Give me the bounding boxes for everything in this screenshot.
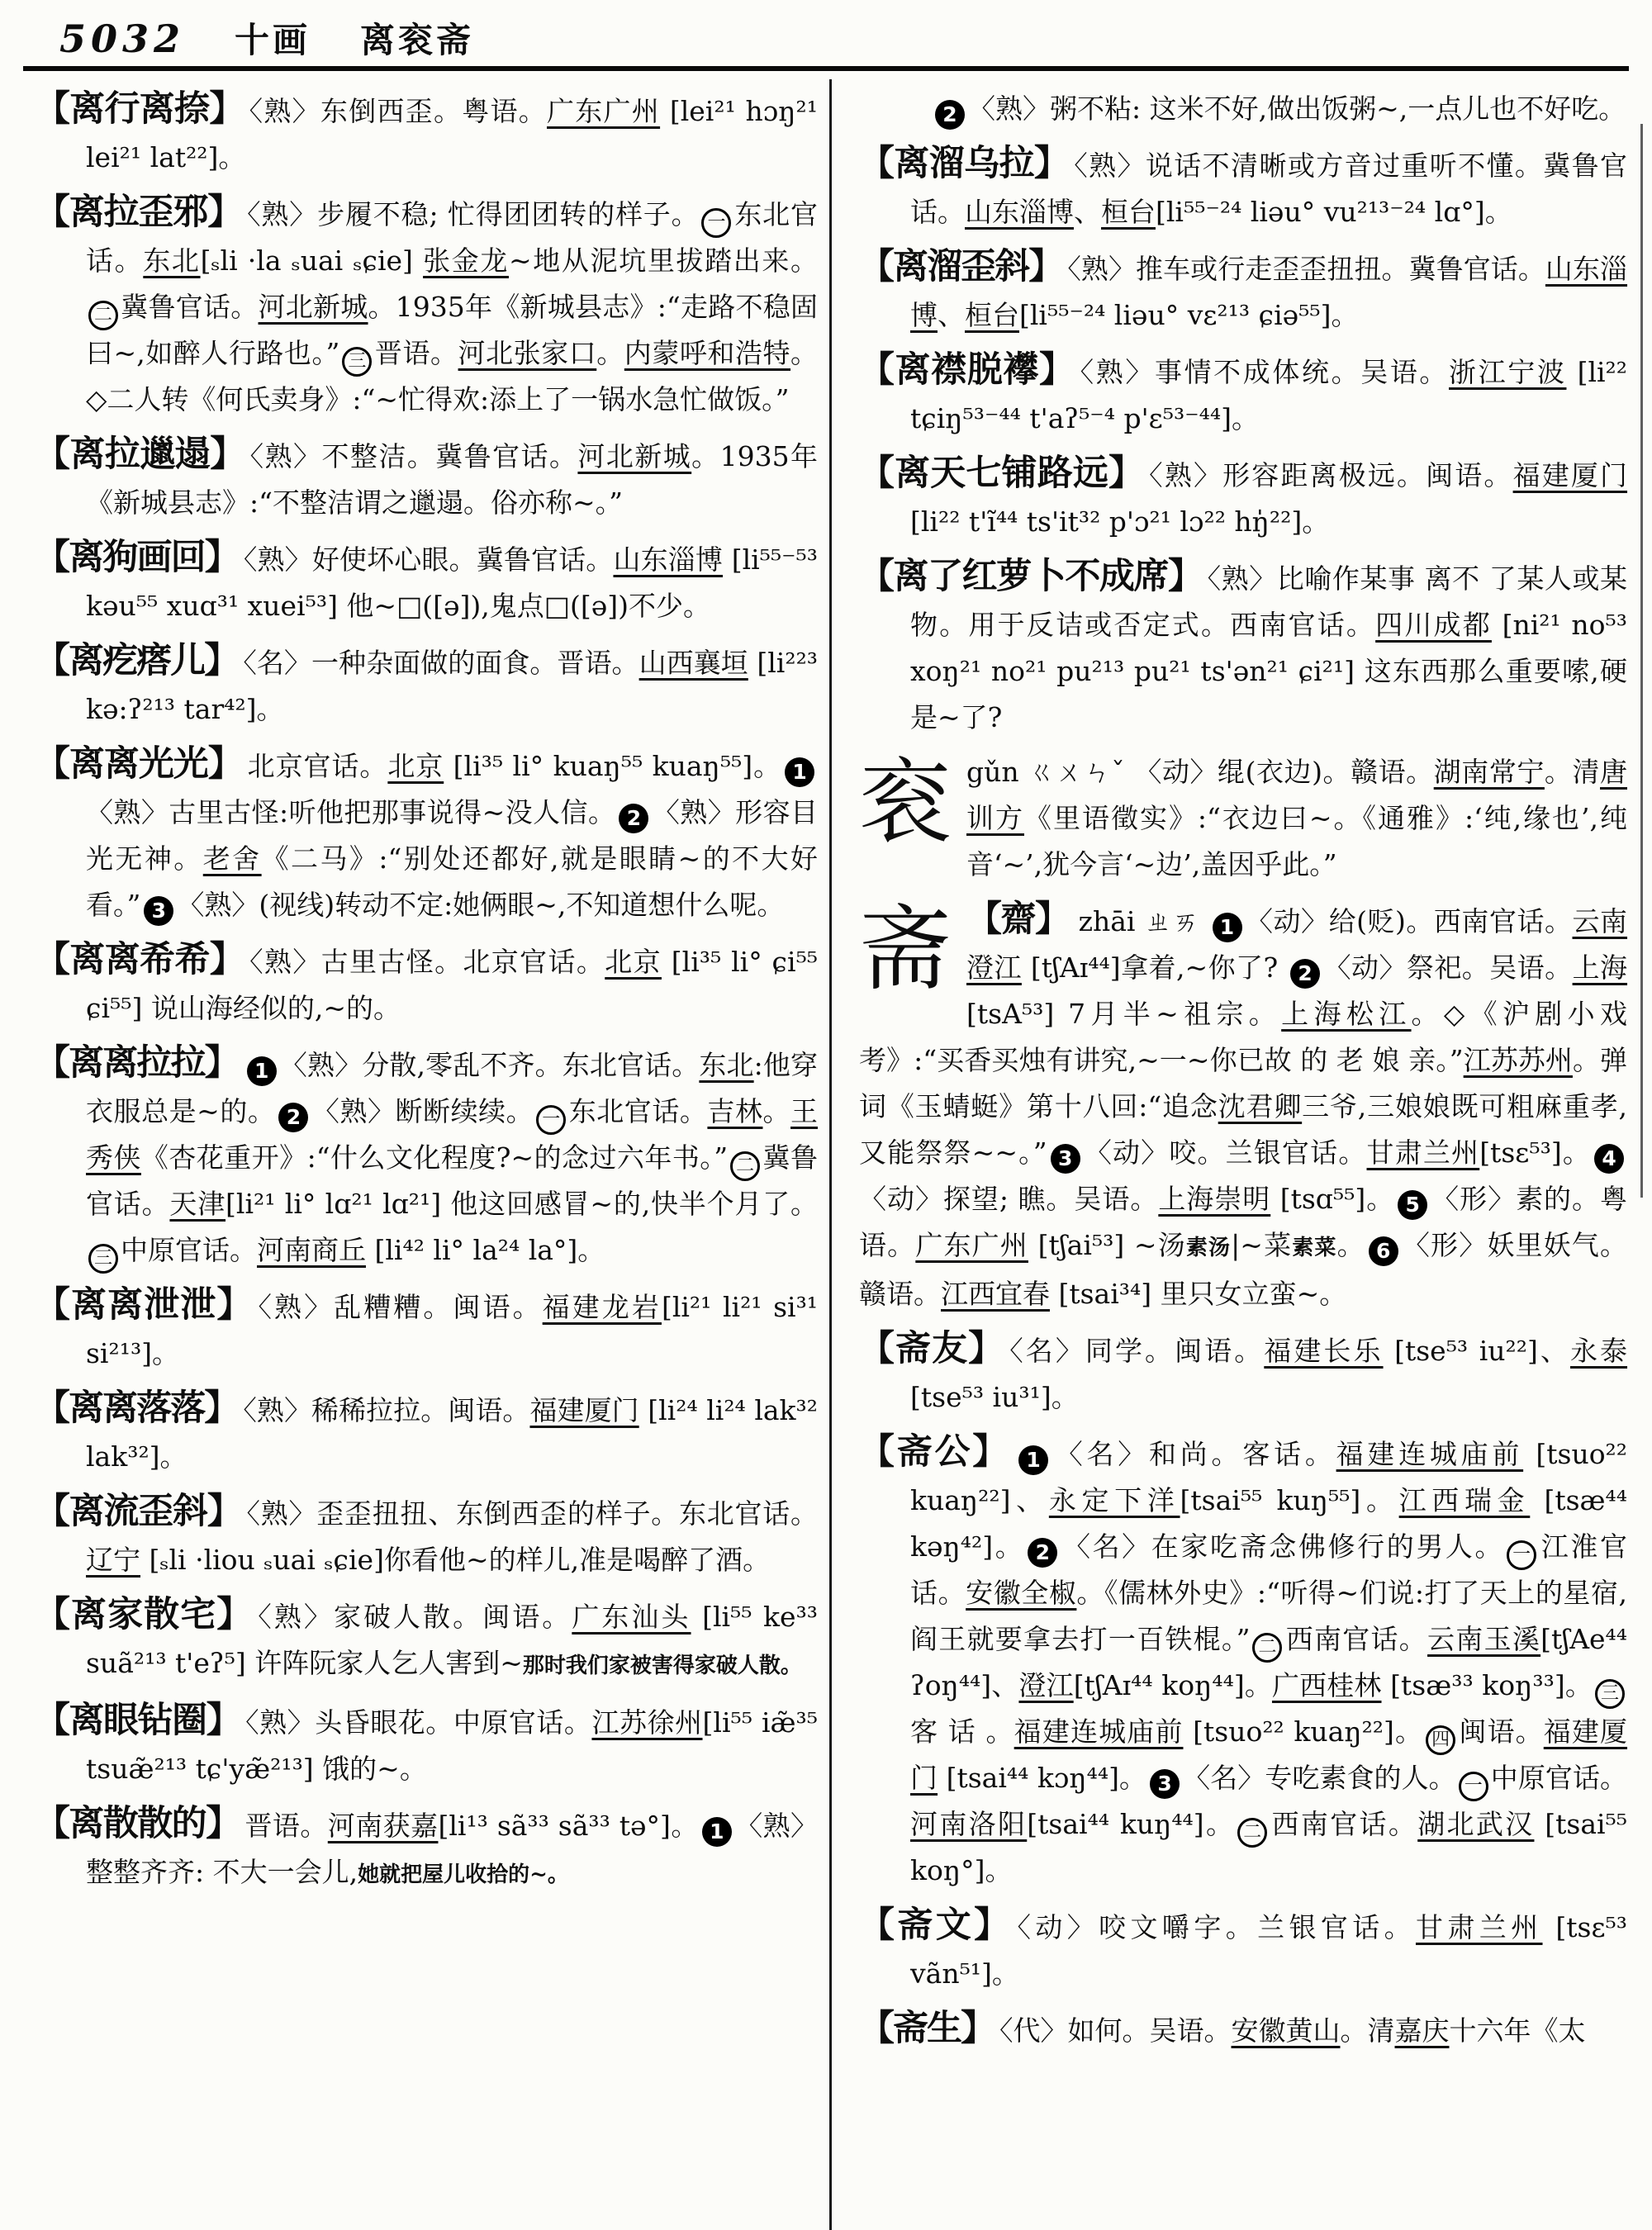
dict-entry (859, 2005, 1627, 2054)
dict-entry (859, 140, 1627, 235)
entry-body: 〈动〉咬文嚼字。兰银官话。甘肃兰州 [tsɛ⁵³ vãn⁵¹]。 (910, 1911, 1628, 1990)
page-header (59, 13, 474, 63)
dict-entry (859, 244, 1627, 339)
dict-entry-head-character (859, 749, 1627, 888)
entry-body: gǔn ㄍㄨㄣˇ 〈动〉绲(衣边)。赣语。湖南常宁。清唐训方《里语徵实》:“衣边曰~。《通雅》:‘纯,缘也’,纯音‘~’,犹今言‘~边’,盖因乎此。” (966, 756, 1628, 880)
entry-headword: 【离疙瘩儿】 (35, 640, 239, 681)
entry-body: 〈代〉如何。吴语。安徽黄山。清嘉庆十六年《太 (999, 2014, 1586, 2047)
entry-body: 〈熟〉形容距离极远。闽语。福建厦门 [li²² t'ĩ⁴⁴ ts'it³² p'ɔ²¹ lɔ²² hŋ̍²²]。 (910, 459, 1628, 538)
entry-headword: 【离流歪斜】 (35, 1491, 242, 1532)
dict-entry-head-character (859, 896, 1627, 1317)
dict-entry (859, 1429, 1627, 1894)
entry-headword: 【离襟脱襻】 (859, 349, 1075, 391)
dict-entry-continuation (859, 86, 1627, 132)
dict-entry (35, 1697, 818, 1792)
entry-body: 〈熟〉古里古怪。北京官话。北京 [li³⁵ li° ɕi⁵⁵ ɕi⁵⁵] 说山海经似的,~的。 (86, 946, 819, 1024)
column-divider (829, 79, 832, 2230)
entry-headword: 【离溜乌拉】 (859, 143, 1070, 184)
page-edge-line (1640, 124, 1643, 1198)
dict-entry (859, 347, 1627, 442)
entry-body: 〈名〉一种杂面做的面食。晋语。山西襄垣 [li²²³ kə:ʔ²¹³ tar⁴²]。 (86, 647, 819, 725)
dict-entry (35, 1801, 818, 1898)
entry-headword: 【离拉邋遢】 (35, 434, 245, 475)
dict-entry (35, 534, 818, 629)
entry-headword: 【离离光光】 (35, 743, 243, 785)
dict-entry (35, 638, 818, 733)
entry-headword: 【离天七铺路远】 (859, 453, 1145, 494)
entry-headword: 【斋公】 (859, 1431, 1011, 1473)
entry-headword: 【斋文】 (859, 1905, 1013, 1946)
entry-body: 〈熟〉家破人散。闽语。广东汕头 [li⁵⁵ ke³³ suã²¹³ t'eʔ⁵] 许阵阮家人乞人害到~那时我们家被害得家破人散。 (86, 1601, 819, 1679)
left-column (35, 86, 818, 1906)
entry-headword: 【离了红萝卜不成席】 (859, 556, 1203, 597)
entry-body: 北京官话。北京 [li³⁵ li° kuaŋ⁵⁵ kuaŋ⁵⁵]。 1〈熟〉古里古怪:听他把那事说得~没人信。 2 〈熟〉形容目光无神。老舍《二马》:“别处还都好,就是眼睛~的不大好看。” 3 〈熟〉(视线)转动不定:她俩眼~,不知道想什么呢。 (86, 750, 818, 921)
entry-headword: 【离狗画回】 (35, 537, 239, 578)
entry-body: 〈熟〉乱糟糟。闽语。福建龙岩[li²¹ li²¹ si³¹ si²¹³]。 (86, 1291, 819, 1369)
entry-body: 1 〈名〉和尚。客话。福建连城庙前 [tsuo²² kuaŋ²²]、永定下洋[tsai⁵⁵ kuŋ⁵⁵]。江西瑞金 [tsæ⁴⁴ kəŋ⁴²]。 2 〈名〉在家吃斋念佛修行的男人。 一 江淮官话。安徽全椒。《儒林外史》:“听得~们说:打了天上的星宿,阎王就要拿去打一百铁棍。” 二 西南官话。云南玉溪[tʃAe⁴⁴ ʔoŋ⁴⁴]、澄江[tʃAɪ⁴⁴ koŋ⁴⁴]。广西桂林 [tsæ³³ koŋ³³]。 三客 话 。福建连城庙前 [tsuo²² kuaŋ²²]。 四 闽语。福建厦门 [tsai⁴⁴ kɔŋ⁴⁴]。 3 〈名〉专吃素食的人。 一 中原官话。河南洛阳[tsai⁴⁴ kuŋ⁴⁴]。 二 西南官话。湖北武汉 [tsai⁵⁵ koŋ°]。 (910, 1438, 1628, 1886)
dict-entry (859, 1326, 1627, 1421)
entry-headword: 【离眼钻圈】 (35, 1700, 241, 1741)
entry-headword: 【离散散的】 (35, 1803, 240, 1844)
dict-entry (859, 450, 1627, 545)
entry-headword: 【离离泄泄】 (35, 1284, 254, 1326)
dict-entry (35, 1040, 818, 1274)
entry-headword: 【离溜歪斜】 (859, 246, 1063, 287)
entry-headword: 【斋友】 (859, 1328, 1005, 1369)
entry-headword: 【离家散宅】 (35, 1594, 254, 1635)
entry-body: 1 〈熟〉分散,零乱不齐。东北官话。东北:他穿衣服总是~的。 2 〈熟〉断断续续。 一 东北官话。吉林。王秀侠《杏花重开》:“什么文化程度?~的念过六年书。” 二 冀鲁官话。天津[li²¹ li° lɑ²¹ lɑ²¹] 他这回感冒~的,快半个月了。三 中原官话。河南商丘 [li⁴² li° la²⁴ la°]。 (86, 1049, 818, 1266)
dict-entry (35, 1385, 818, 1480)
entry-body: 〈熟〉比喻作某事 离不 了某人或某物。用于反诘或否定式。西南官话。四川成都 [ni²¹ no⁵³ xoŋ²¹ no²¹ pu²¹³ pu²¹ ts'ən²¹ ɕi²¹] 这东西那么重要嗦,硬是~了? (910, 562, 1628, 733)
dict-entry (35, 189, 818, 423)
entry-body: 〈熟〉头昏眼花。中原官话。江苏徐州[li⁵⁵ iæ̃³⁵ tsuæ̃²¹³ tɕ'yæ̃²¹³] 饿的~。 (86, 1706, 819, 1785)
entry-body: 〈熟〉说话不清晰或方音过重听不懂。冀鲁官话。山东淄博、桓台[li⁵⁵⁻²⁴ liəu° vu²¹³⁻²⁴ lɑ°]。 (910, 149, 1628, 228)
entry-headword: 【离离拉拉】 (35, 1042, 239, 1084)
entry-body: 晋语。河南获嘉[li¹³ sã³³ sã³³ tə°]。 1 〈熟〉整整齐齐: 不大一会儿,她就把屋儿收拾的~。 (86, 1810, 819, 1888)
entry-body: 〈熟〉东倒西歪。粤语。广东广州 [lei²¹ hɔŋ²¹ lei²¹ lat²²]。 (86, 95, 819, 173)
dict-entry (35, 1592, 818, 1689)
head-character: 斋 (859, 896, 952, 1004)
dict-entry (35, 86, 818, 181)
right-column (859, 86, 1627, 2062)
entry-body: 〈熟〉事情不成体统。吴语。浙江宁波 [li²² tɕiŋ⁵³⁻⁴⁴ t'aʔ⁵⁻⁴ p'ɛ⁵³⁻⁴⁴]。 (910, 356, 1628, 434)
entry-body: 〈熟〉稀稀拉拉。闽语。福建厦门 [li²⁴ li²⁴ lak³² lak³²]。 (86, 1394, 819, 1473)
entry-body: 〈熟〉不整洁。冀鲁官话。河北新城。1935年《新城县志》:“不整洁谓之邋遢。俗亦称~。” (86, 440, 819, 519)
dict-entry (35, 1488, 818, 1583)
entry-body: 〈熟〉推车或行走歪歪扭扭。冀鲁官话。山东淄博、桓台[li⁵⁵⁻²⁴ liəu° vɛ²¹³ ɕiə⁵⁵]。 (910, 253, 1628, 331)
dict-entry (35, 937, 818, 1032)
entry-headword: 【离拉歪邪】 (35, 192, 243, 233)
section-characters: 离衮斋 (360, 20, 475, 60)
entry-headword: 【离行离捺】 (35, 88, 244, 130)
entry-body: 【齋】 zhāi ㄓㄞ 1 〈动〉给(贬)。西南官话。云南澄江 [tʃAɪ⁴⁴]拿着,~你了? 2 〈动〉祭祀。吴语。上海 [tsA⁵³] 7月半~祖宗。上海松江。◇《沪剧小戏考》:“买香买烛有讲究,~一~你已故 的 老 娘 亲。”江苏苏州。弹词《玉蜻蜓》第十八回:“追念沈君卿三爷,三娘娘既可粗麻重孝,又能祭祭~~。” 3 〈动〉咬。兰银官话。甘肃兰州[tsɛ⁵³]。 4〈动〉探望; 瞧。吴语。上海崇明 [tsɑ⁵⁵]。 5 〈形〉素的。粤语。广东广州 [tʃai⁵³] ~汤素汤|~菜素菜。 6 〈形〉妖里妖气。赣语。江西宜春 [tsai³⁴] 里只女立蛮~。 (859, 899, 1628, 1310)
entry-body: 2 〈熟〉粥不粘: 这米不好,做出饭粥~,一点儿也不好吃。 (932, 93, 1626, 125)
head-character: 衮 (859, 749, 952, 856)
entry-body: 〈熟〉歪歪扭扭、东倒西歪的样子。东北官话。辽宁 [ₛli ·liou ₛuai ₛɕie]你看他~的样儿,准是喝醉了酒。 (86, 1497, 818, 1576)
entry-body: 〈名〉同学。闽语。福建长乐 [tse⁵³ iu²²]、永泰 [tse⁵³ iu³¹]。 (910, 1335, 1628, 1413)
entry-headword: 【斋生】 (859, 2008, 995, 2049)
dict-entry (859, 553, 1627, 741)
entry-body: 〈熟〉好使坏心眼。冀鲁官话。山东淄博 [li⁵⁵⁻⁵³ kəu⁵⁵ xuɑ³¹ xuei⁵³] 他~□([ə]),鬼点□([ə])不少。 (86, 543, 819, 622)
dict-entry (859, 1902, 1627, 1997)
page-number: 5032 (59, 17, 186, 61)
entry-headword: 【离离落落】 (35, 1388, 239, 1429)
dict-entry (35, 431, 818, 526)
stroke-section-label: 十画 (235, 20, 311, 60)
dict-entry (35, 741, 818, 928)
entry-headword: 【离离希希】 (35, 939, 245, 980)
entry-body: 〈熟〉步履不稳; 忙得团团转的样子。 一 东北官话。东北[ₛli ·la ₛuai ₛɕie] 张金龙~地从泥坑里拔踏出来。二 冀鲁官话。河北新城。1935年《新城县志》:“走路不稳固曰~,如醉人行路也。” 三 晋语。河北张家口。内蒙呼和浩特。◇二人转《何氏卖身》:“~忙得欢:添上了一锅水急忙做饭。” (86, 198, 819, 415)
header-rule (23, 66, 1629, 71)
dict-entry (35, 1282, 818, 1377)
